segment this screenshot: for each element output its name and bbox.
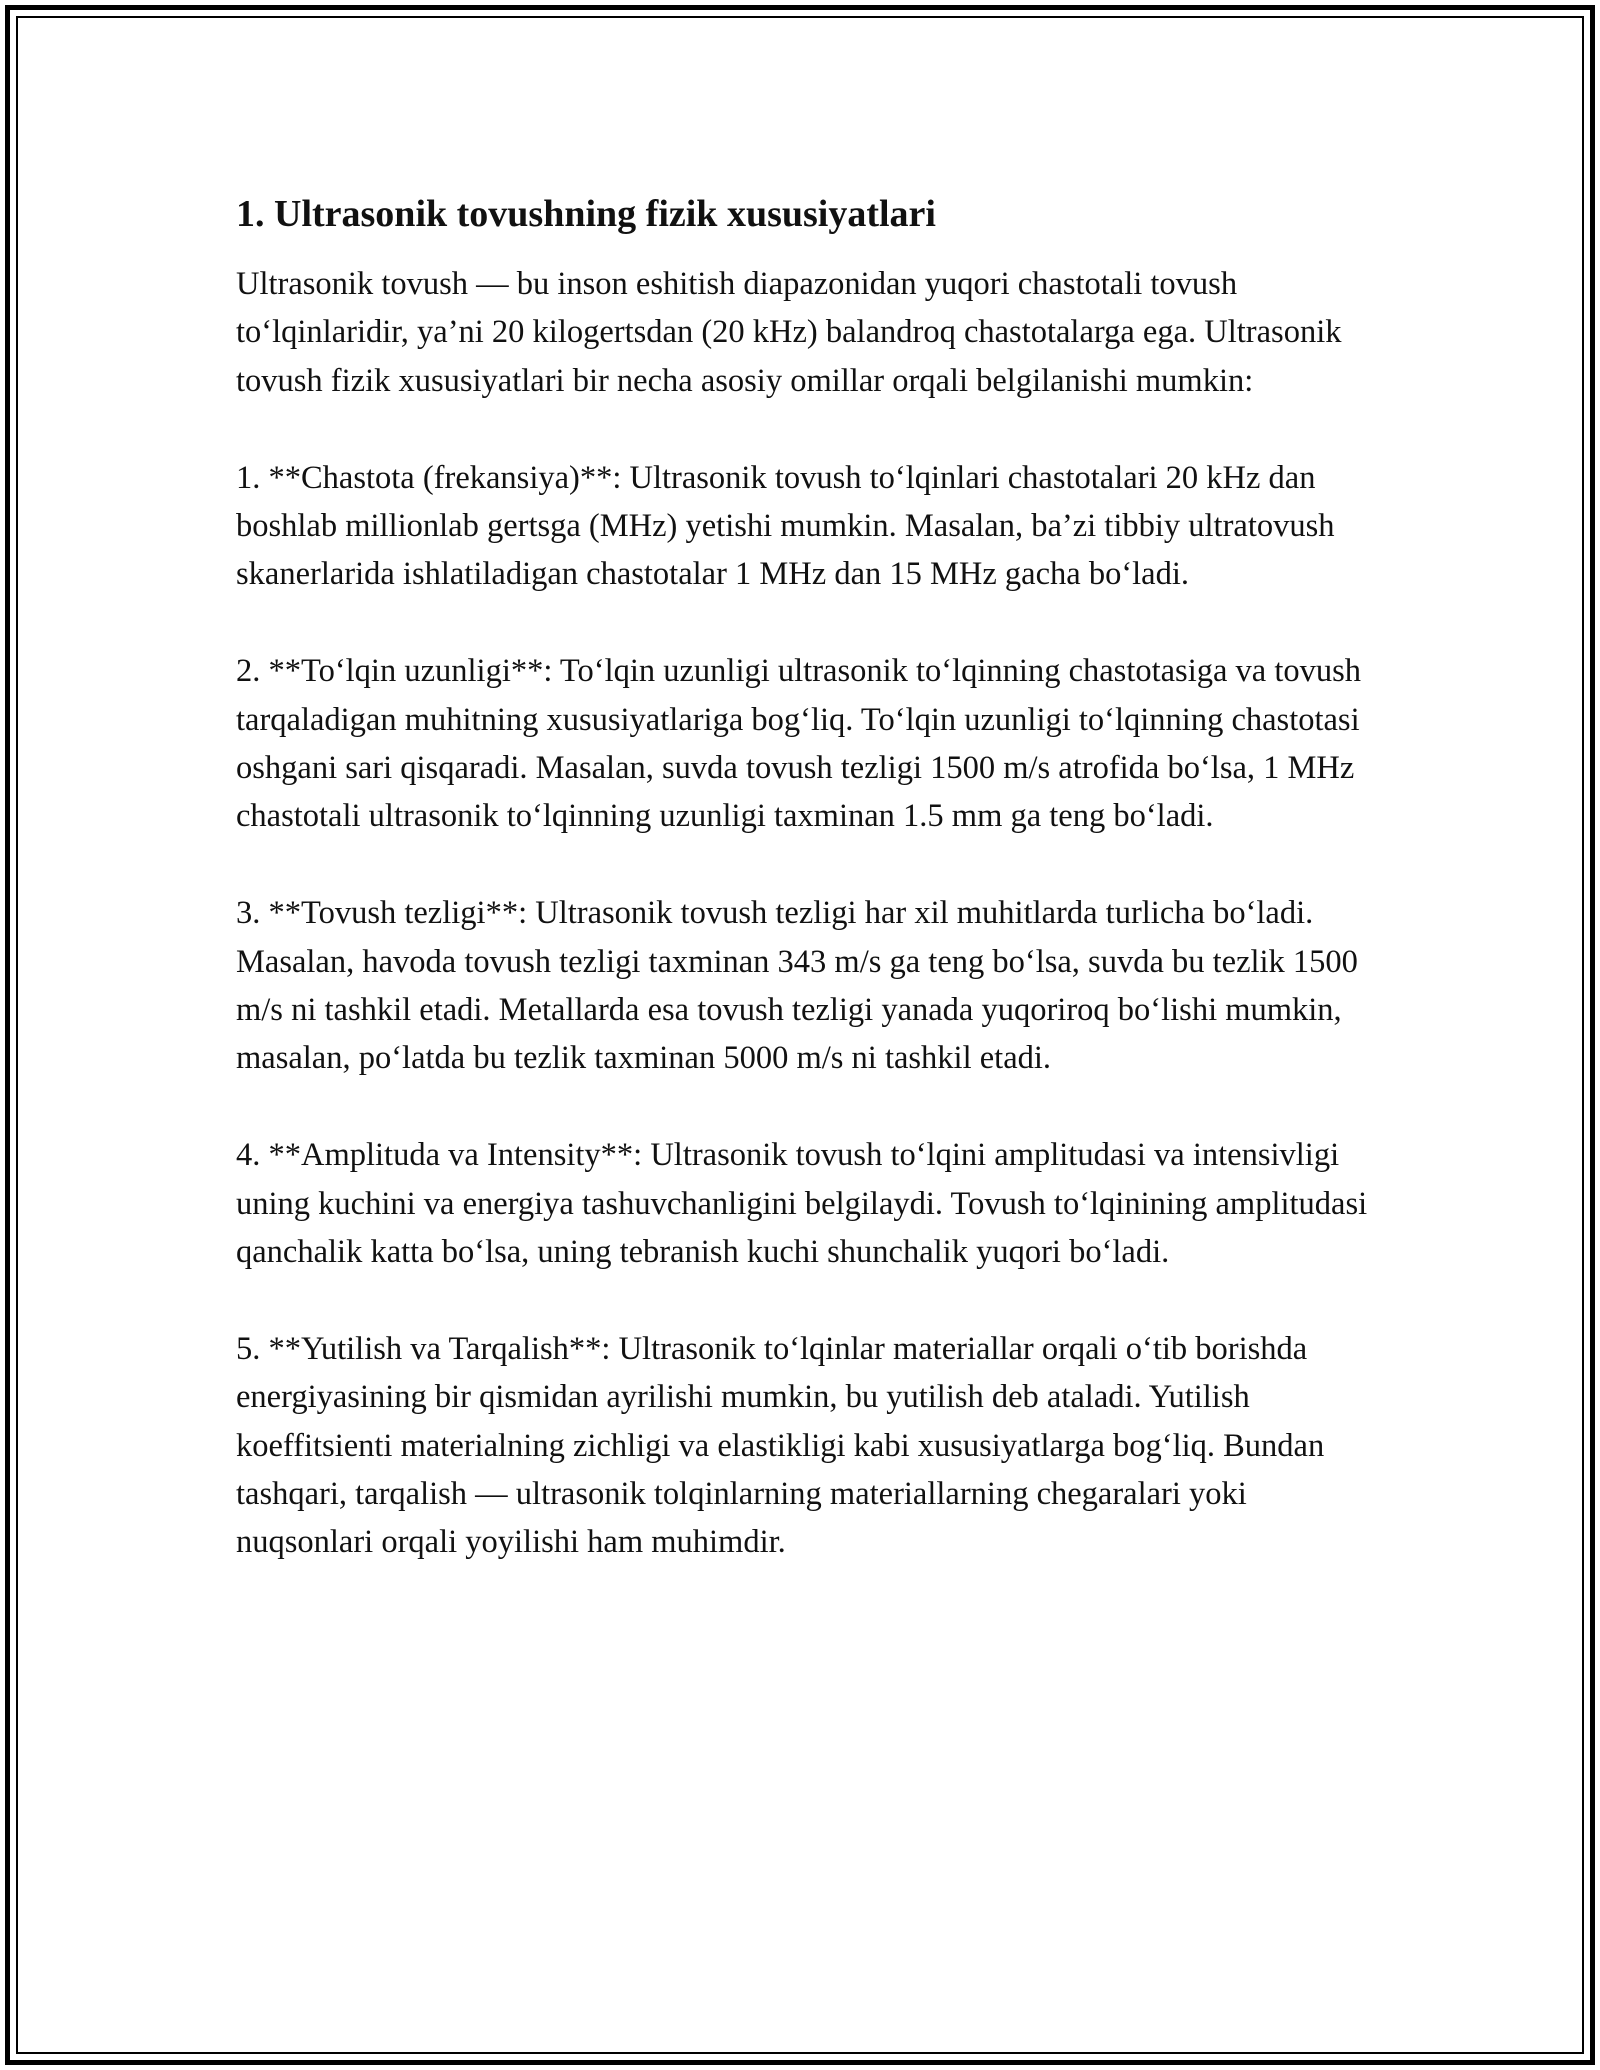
- paragraph-sound-speed: 3. **Tovush tezligi**: Ultrasonik tovush tezligi har xil muhitlarda turlicha bo‘ladi. Masalan, havoda tovush tezligi taxminan 343 m/s ga teng bo‘lsa, suvda bu tezlik 1500 m/s ni tashkil etadi. Metallarda esa tovush tezligi yanada yuqoriroq bo‘lishi mumkin, masalan, po‘latda bu tezlik taxminan 5000 m/s ni tashkil etadi.: [236, 895, 1358, 1077]
- paragraph-absorption-scattering: 5. **Yutilish va Tarqalish**: Ultrasonik to‘lqinlar materiallar orqali o‘tib borishda energiyasining bir qismidan ayrilishi mumkin, bu yutilish deb ataladi. Yutilish koeffitsienti materialning zichligi va elastikligi kabi xususiyatlarga bog‘liq. Bundan tashqari, tarqalish — ultrasonik tolqinlarning materiallarning chegaralari yoki nuqsonlari orqali yoyilishi ham muhimdir.: [236, 1330, 1325, 1561]
- document-title: 1. Ultrasonik tovushning fizik xususiyatlari: [236, 193, 936, 235]
- paragraph-wavelength: 2. **To‘lqin uzunligi**: To‘lqin uzunligi ultrasonik to‘lqinning chastotasiga va tovush tarqaladigan muhitning xususiyatlariga bog‘liq. To‘lqin uzunligi to‘lqinning chastotasi oshgani sari qisqaradi. Masalan, suvda tovush tezligi 1500 m/s atrofida bo‘lsa, 1 MHz chastotali ultrasonik to‘lqinning uzunligi taxminan 1.5 mm ga teng bo‘ladi.: [236, 653, 1362, 835]
- paragraph-frequency: 1. **Chastota (frekansiya)**: Ultrasonik tovush to‘lqinlari chastotalari 20 kHz dan boshlab millionlab gertsga (MHz) yetishi mumkin. Masalan, ba’zi tibbiy ultratovush skanerlarida ishlatiladigan chastotalar 1 MHz dan 15 MHz gacha bo‘ladi.: [236, 459, 1335, 593]
- intro-paragraph: Ultrasonik tovush — bu inson eshitish diapazonidan yuqori chastotali tovush to‘lqinlaridir, ya’ni 20 kilogertsdan (20 kHz) balandroq chastotalarga ega. Ultrasonik tovush fizik xususiyatlari bir necha asosiy omillar orqali belgilanishi mumkin:: [236, 266, 1342, 399]
- paragraph-amplitude-intensity: 4. **Amplituda va Intensity**: Ultrasonik tovush to‘lqini amplitudasi va intensivligi uning kuchini va energiya tashuvchanligini belgilaydi. Tovush to‘lqinining amplitudasi qanchalik katta bo‘lsa, uning tebranish kuchi shunchalik yuqori bo‘ladi.: [236, 1137, 1368, 1271]
- document-body: [236, 190, 1376, 1615]
